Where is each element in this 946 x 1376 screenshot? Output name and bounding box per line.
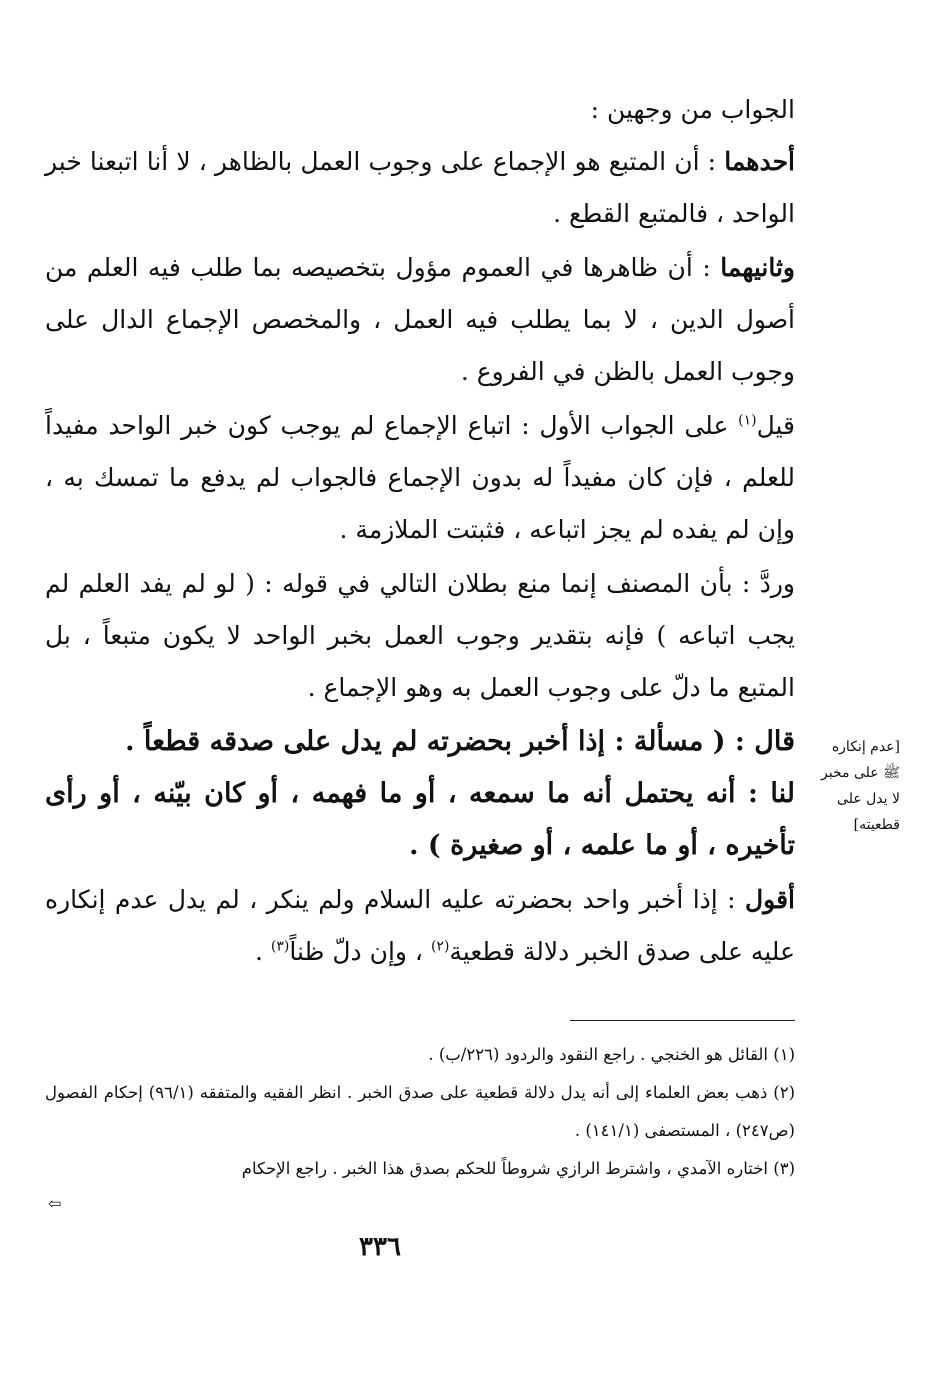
- footnote-separator: [570, 1020, 795, 1021]
- lead-word: أحدهما: [724, 147, 795, 176]
- lead-word: وثانيهما: [720, 253, 795, 282]
- footnote-ref-3[interactable]: (٣): [270, 938, 290, 955]
- footnote-1: (١) القائل هو الخنجي . راجع النقود والردود (٢٢٦/ب) .: [428, 1045, 795, 1064]
- paragraph-objection: قيل$^{(١)}$ على الجواب الأول : اتباع الإجماع لم يوجب كون خبر الواحد مفيداً للعلم ، فإن كان مفيداً له بدون الإجماع فالجواب لم يدفع ما تمسك به ، وإن لم يفده لم يجز اتباعه ، فثبتت الملازمة .: [45, 411, 795, 544]
- footnote-ref-2[interactable]: (٢): [430, 938, 450, 955]
- footnote-ref-1[interactable]: (١): [738, 412, 757, 429]
- paragraph-commentary: أقول : إذا أخبر واحد بحضرته عليه السلام ولم ينكر ، لم يدل عدم إنكاره عليه على صدق الخبر دلالة قطعية$^{(٢)}$ ، وإن دلّ ظناً$^{(٣)}$ .: [45, 885, 795, 966]
- continuation-arrow-icon: ⇦: [48, 1194, 62, 1213]
- paragraph-matn-proof: لنا : أنه يحتمل أنه ما سمعه ، أو ما فهمه ، أو كان بيّنه ، أو رأى تأخيره ، أو ما علمه ، أو صغيرة ) .: [45, 778, 795, 861]
- footnote-3: (٣) اختاره الآمدي ، واشترط الرازي شروطاً للحكم بصدق هذا الخبر . راجع الإحكام: [241, 1159, 795, 1178]
- paragraph-first-answer: أحدهما : أن المتبع هو الإجماع على وجوب العمل بالظاهر ، لا أنا اتبعنا خبر الواحد ، فالمتبع القطع .: [45, 147, 795, 228]
- paragraph-second-answer: وثانيهما : أن ظاهرها في العموم مؤول بتخصيصه بما طلب فيه العلم من أصول الدين ، لا بما يطلب فيه العمل ، والمخصص الإجماع الدال على وجوب العمل بالظن في الفروع .: [45, 253, 795, 386]
- lead-word: أقول: [745, 885, 795, 914]
- paragraph-matn-issue: قال : ( مسألة : إذا أخبر بحضرته لم يدل على صدقه قطعاً .: [125, 726, 795, 757]
- footnotes: [45, 1036, 795, 1188]
- main-text: [45, 84, 795, 978]
- paragraph-rebuttal: وردَّ : بأن المصنف إنما منع بطلان التالي في قوله : ( لو لم يفد العلم لم يجب اتباعه ) فإنه بتقدير وجوب العمل بخبر الواحد لا يكون متبعاً ، بل المتبع ما دلّ على وجوب العمل به وهو الإجماع .: [45, 569, 795, 702]
- page-number: ٣٣٦: [359, 1232, 401, 1262]
- margin-heading: [عدم إنكاره ﷺ على مخبر لا يدل على قطعيته]: [821, 739, 900, 833]
- footnote-2: (٢) ذهب بعض العلماء إلى أنه يدل دلالة قطعية على صدق الخبر . انظر الفقيه والمتفقه (٩٦/١) إحكام الفصول (ص٢٤٧) ، المستصفى (١٤١/١) .: [45, 1083, 795, 1140]
- paragraph-intro: الجواب من وجهين :: [590, 95, 795, 124]
